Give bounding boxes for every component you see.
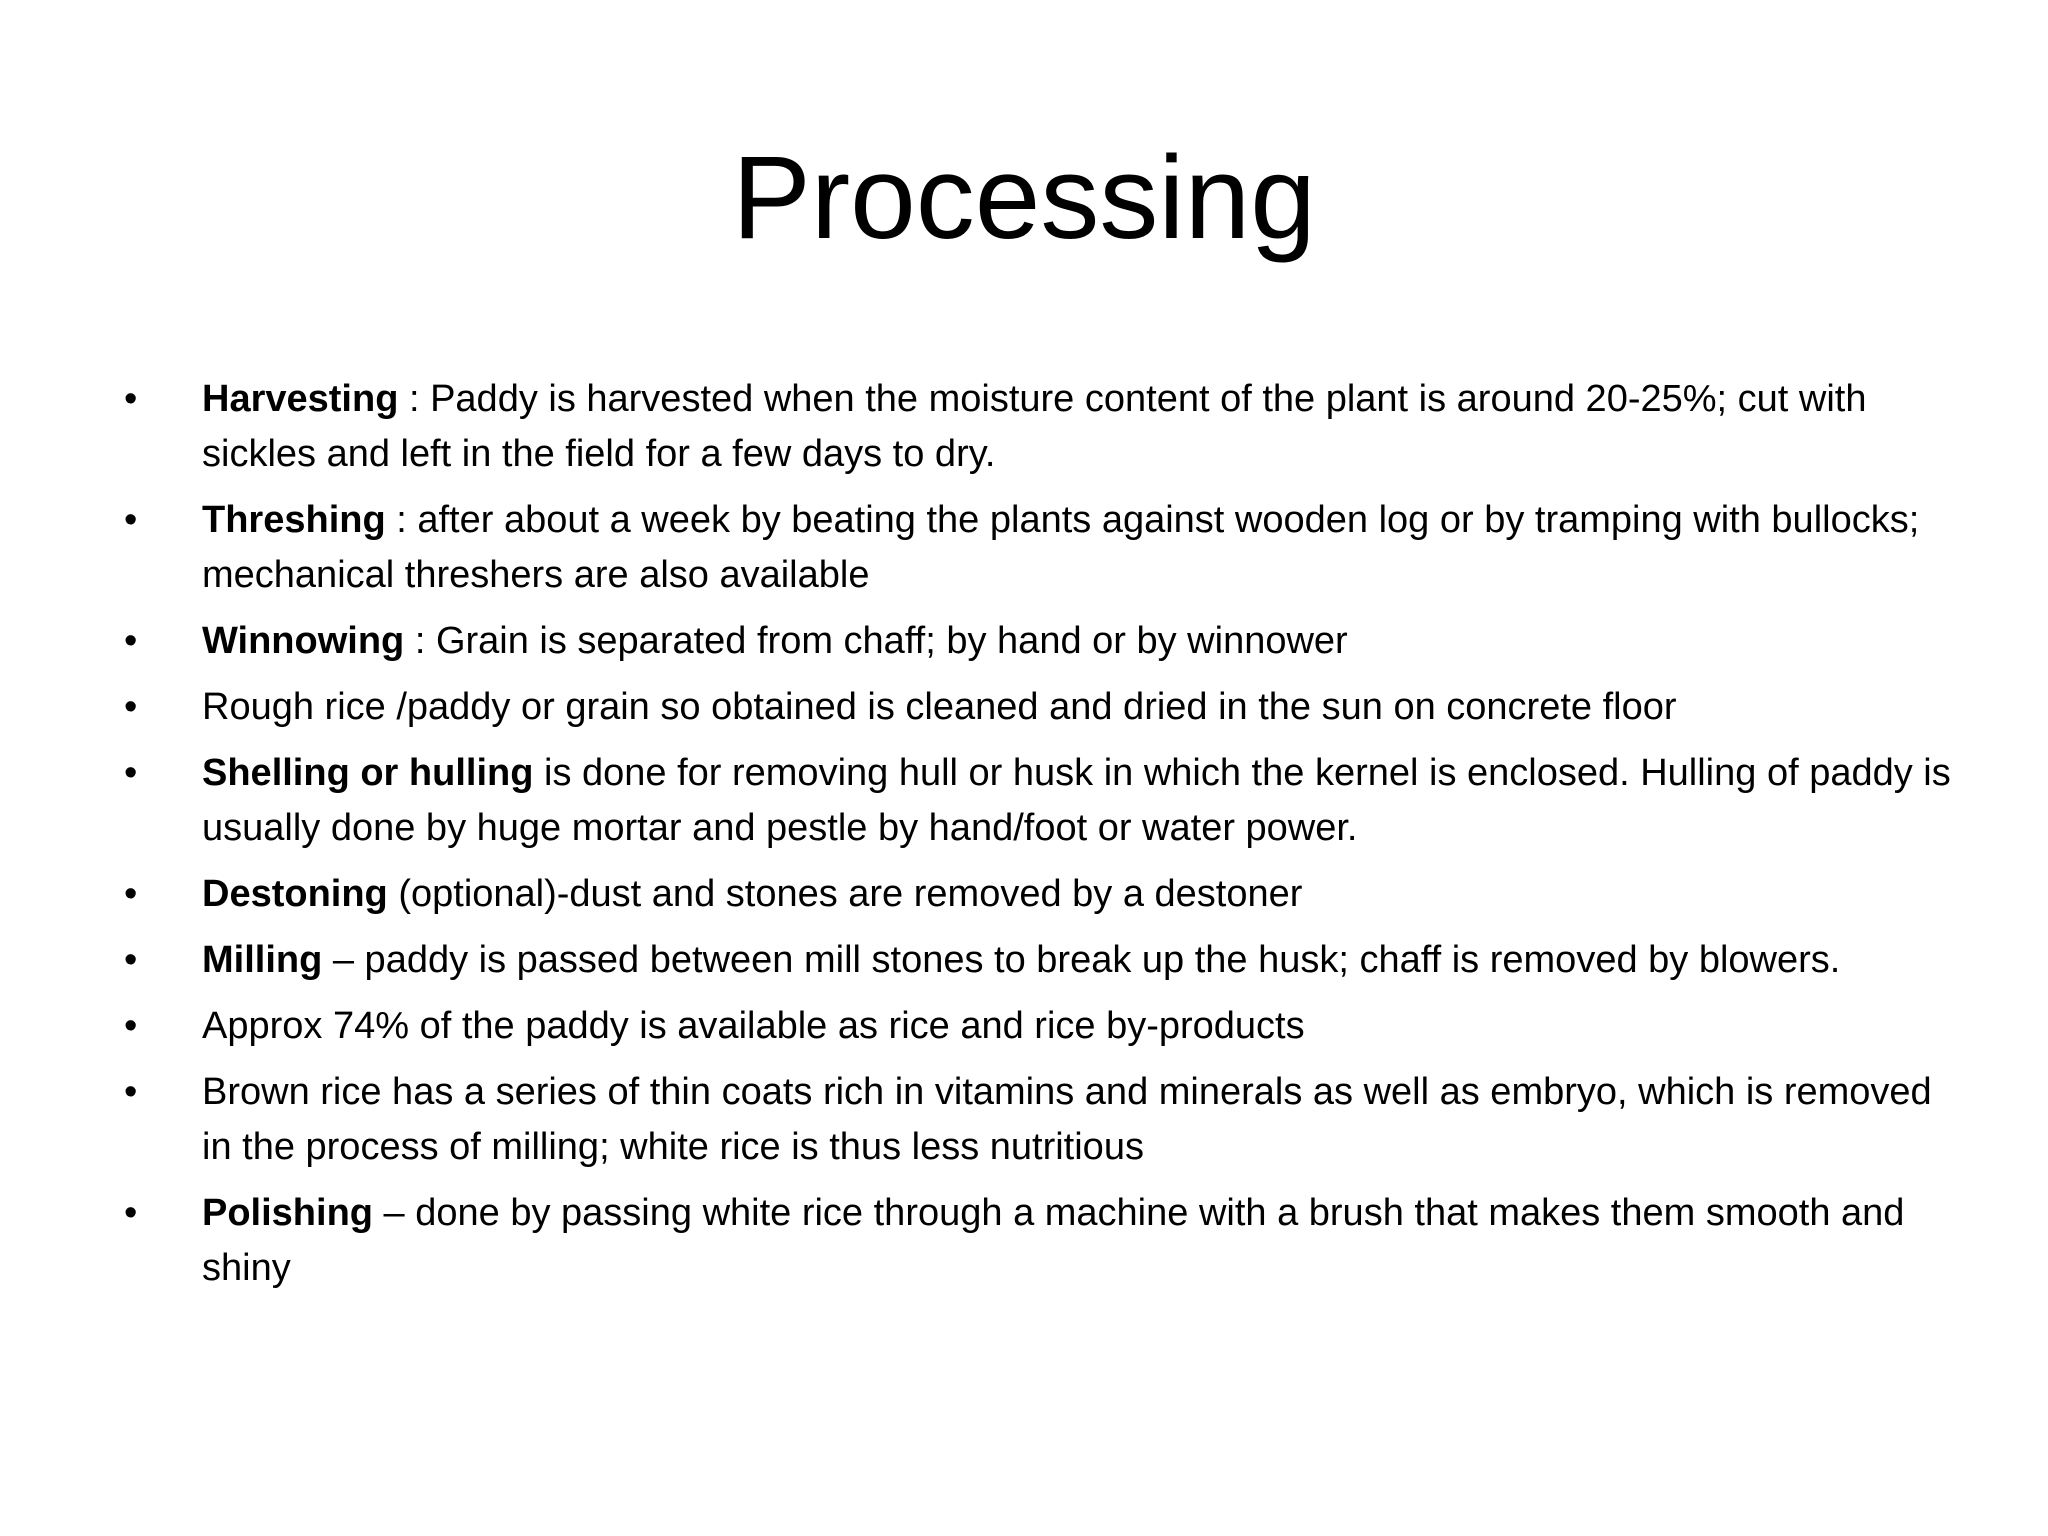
bullet-text: Rough rice /paddy or grain so obtained is cleaned and dried in the sun on concrete floor [202, 686, 1677, 728]
bullet-item-threshing [110, 493, 1970, 603]
bullet-icon: • [124, 499, 138, 541]
bullet-term: Harvesting [202, 378, 399, 420]
bullet-icon: • [124, 686, 138, 728]
bullet-term: Destoning [202, 873, 388, 915]
bullet-icon: • [124, 620, 138, 662]
bullet-item-winnowing [110, 614, 1970, 669]
bullet-term: Polishing [202, 1192, 373, 1234]
bullet-term: Milling [202, 939, 323, 981]
bullet-text: : Grain is separated from chaff; by hand or by winnower [404, 620, 1348, 662]
bullet-icon: • [124, 873, 138, 915]
bullet-term: Winnowing [202, 620, 405, 662]
bullet-text: : after about a week by beating the plants against wooden log or by tramping with bullocks; mechanical threshers are also available [202, 499, 1920, 596]
bullet-item-harvesting [110, 372, 1970, 482]
bullet-item-polishing [110, 1186, 1970, 1296]
bullet-term: Shelling or hulling [202, 752, 534, 794]
bullet-text: Brown rice has a series of thin coats rich in vitamins and minerals as well as embryo, which is removed in the process of milling; white rice is thus less nutritious [202, 1071, 1932, 1168]
bullet-text: – paddy is passed between mill stones to break up the husk; chaff is removed by blowers. [322, 939, 1841, 981]
bullet-icon: • [124, 939, 138, 981]
bullet-icon: • [124, 1192, 138, 1234]
bullet-text: Approx 74% of the paddy is available as rice and rice by-products [202, 1005, 1305, 1047]
bullet-icon: • [124, 752, 138, 794]
bullet-item-shelling [110, 746, 1970, 856]
bullet-text: (optional)-dust and stones are removed by a destoner [387, 873, 1303, 915]
bullet-text: : Paddy is harvested when the moisture content of the plant is around 20-25%; cut with sickles and left in the field for a few days to dry. [202, 378, 1867, 475]
bullet-item-brown-rice [110, 1065, 1970, 1175]
bullet-text: is done for removing hull or husk in which the kernel is enclosed. Hulling of paddy is usually done by huge mortar and pestle by hand/foot or water power. [202, 752, 1951, 849]
bullet-item-rough-rice [110, 680, 1970, 735]
bullet-term: Threshing [202, 499, 386, 541]
bullet-list [110, 372, 1970, 1307]
bullet-text: – done by passing white rice through a machine with a brush that makes them smooth and shiny [202, 1192, 1905, 1289]
bullet-icon: • [124, 1071, 138, 1113]
bullet-item-destoning [110, 867, 1970, 922]
bullet-item-yield [110, 999, 1970, 1054]
bullet-item-milling [110, 933, 1970, 988]
bullet-icon: • [124, 1005, 138, 1047]
bullet-icon: • [124, 378, 138, 420]
slide-title: Processing [732, 132, 1316, 264]
